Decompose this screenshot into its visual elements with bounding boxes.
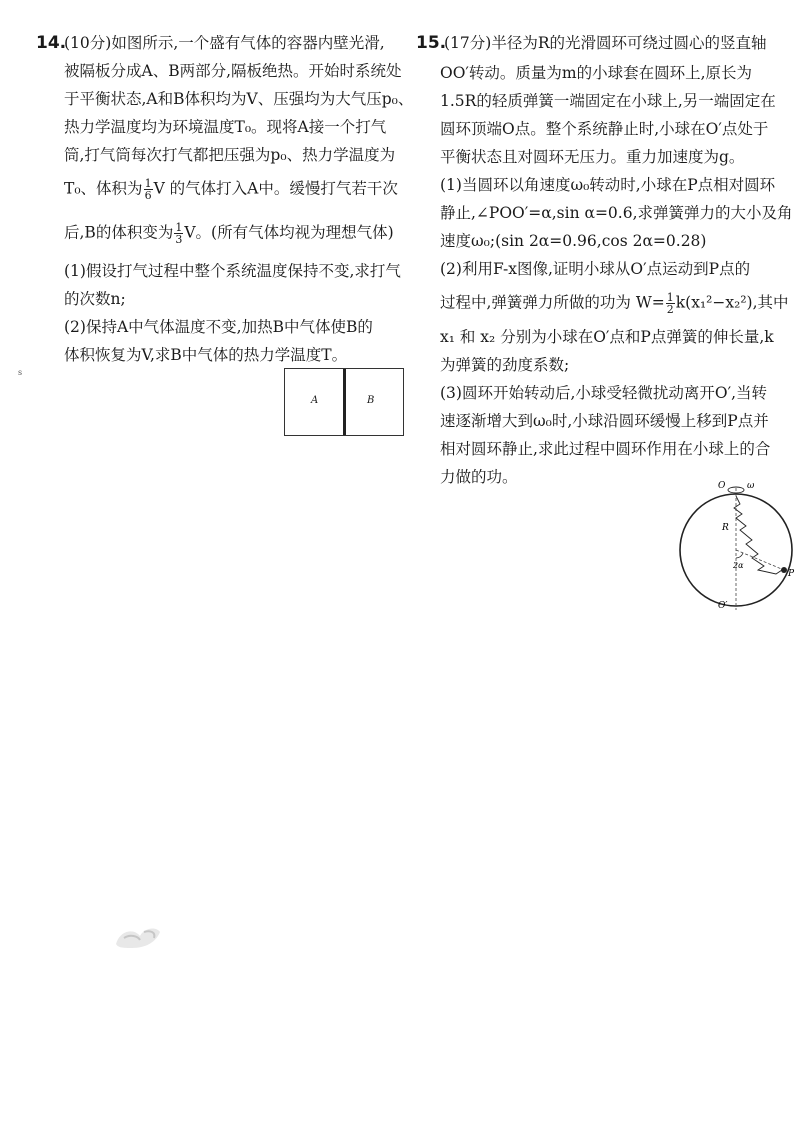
- q14-part-1-line-2: 的次数n;: [64, 290, 126, 308]
- label-r: R: [722, 523, 729, 533]
- q14-line-6-pre: T₀、体积为: [64, 179, 143, 198]
- q14-line-6-post: V 的气体打入A中。缓慢打气若干次: [153, 179, 398, 198]
- label-p: P: [788, 569, 795, 579]
- q15-part-1-line-2: 静止,∠POO′=α,sin α=0.6,求弹簧弹力的大小及角: [440, 204, 793, 222]
- q15-line-3: 1.5R的轻质弹簧一端固定在小球上,另一端固定在: [440, 92, 776, 110]
- q14-line-2: 被隔板分成A、B两部分,隔板绝热。开始时系统处: [64, 62, 402, 80]
- q14-line-6: [64, 178, 398, 201]
- fraction-numerator: 1: [175, 221, 183, 234]
- q15-work-formula-line: [440, 292, 789, 315]
- label-omega: ω: [747, 481, 755, 491]
- work-formula-pre: 过程中,弹簧弹力所做的功为 W=: [440, 293, 665, 312]
- q15-line-2: OO′转动。质量为m的小球套在圆环上,原长为: [440, 64, 753, 82]
- fraction-one-third: [174, 222, 183, 245]
- q15-part-3-line-1: (3)圆环开始转动后,小球受轻微扰动离开O′,当转: [440, 384, 768, 402]
- label-o-prime: O′: [718, 601, 728, 611]
- fraction-denominator: 6: [144, 189, 152, 202]
- question-number: 15.: [416, 33, 447, 53]
- label-o: O: [718, 481, 726, 491]
- q15-line-4: 圆环顶端O点。整个系统静止时,小球在O′点处于: [440, 120, 769, 138]
- q14-part-1-line-1: (1)假设打气过程中整个系统温度保持不变,求打气: [64, 262, 401, 280]
- q14-part-2-line-2: 体积恢复为V,求B中气体的热力学温度T。: [64, 346, 348, 364]
- fraction-denominator: 2: [666, 303, 674, 316]
- rotating-ring-figure: [676, 474, 800, 614]
- fraction-numerator: 1: [666, 291, 674, 304]
- fraction-numerator: 1: [144, 177, 152, 190]
- watermark-smudge: [110, 918, 170, 954]
- container-figure: [284, 368, 404, 436]
- q14-part-2-line-1: (2)保持A中气体温度不变,加热B中气体使B的: [64, 318, 373, 336]
- q15-part-2-line-3: x₁ 和 x₂ 分别为小球在O′点和P点弹簧的伸长量,k: [440, 328, 774, 346]
- q15-part-1-line-1: (1)当圆环以角速度ω₀转动时,小球在P点相对圆环: [440, 176, 776, 194]
- q15-part-3-line-2: 速逐渐增大到ω₀时,小球沿圆环缓慢上移到P点并: [440, 412, 769, 430]
- q15-part-3-line-4: 力做的功。: [440, 468, 518, 486]
- q14-line-7: [64, 222, 394, 245]
- q15-part-2-line-4: 为弹簧的劲度系数;: [440, 356, 570, 374]
- fraction-one-sixth: [144, 178, 153, 201]
- q14-line-7-pre: 后,B的体积变为: [64, 223, 174, 242]
- q15-part-1-line-3: 速度ω₀;(sin 2α=0.96,cos 2α=0.28): [440, 232, 707, 250]
- q14-line-4: 热力学温度均为环境温度T₀。现将A接一个打气: [64, 118, 387, 136]
- ball-p: [781, 567, 787, 573]
- label-a: A: [311, 395, 319, 406]
- label-b: B: [367, 395, 375, 406]
- fraction-one-half: [666, 292, 675, 315]
- label-2alpha: 2α: [733, 561, 744, 570]
- q15-line-1: (17分)半径为R的光滑圆环可绕过圆心的竖直轴: [444, 34, 767, 52]
- insulated-partition: [343, 369, 346, 435]
- q14-line-7-post: V。(所有气体均视为理想气体): [184, 223, 394, 242]
- fraction-denominator: 3: [175, 233, 183, 246]
- work-formula-post: k(x₁²−x₂²),其中: [675, 293, 789, 312]
- q15-part-3-line-3: 相对圆环静止,求此过程中圆环作用在小球上的合: [440, 440, 771, 458]
- q15-part-2-line-1: (2)利用F-x图像,证明小球从O′点运动到P点的: [440, 260, 751, 278]
- q14-line-5: 筒,打气筒每次打气都把压强为p₀、热力学温度为: [64, 146, 396, 164]
- q14-line-1: (10分)如图所示,一个盛有气体的容器内壁光滑,: [64, 34, 385, 52]
- q15-line-5: 平衡状态且对圆环无压力。重力加速度为g。: [440, 148, 745, 166]
- question-number: 14.: [36, 33, 67, 53]
- angle-arc: [736, 553, 743, 558]
- q14-line-3: 于平衡状态,A和B体积均为V、压强均为大气压p₀、: [64, 90, 414, 108]
- stray-mark: s: [18, 368, 23, 377]
